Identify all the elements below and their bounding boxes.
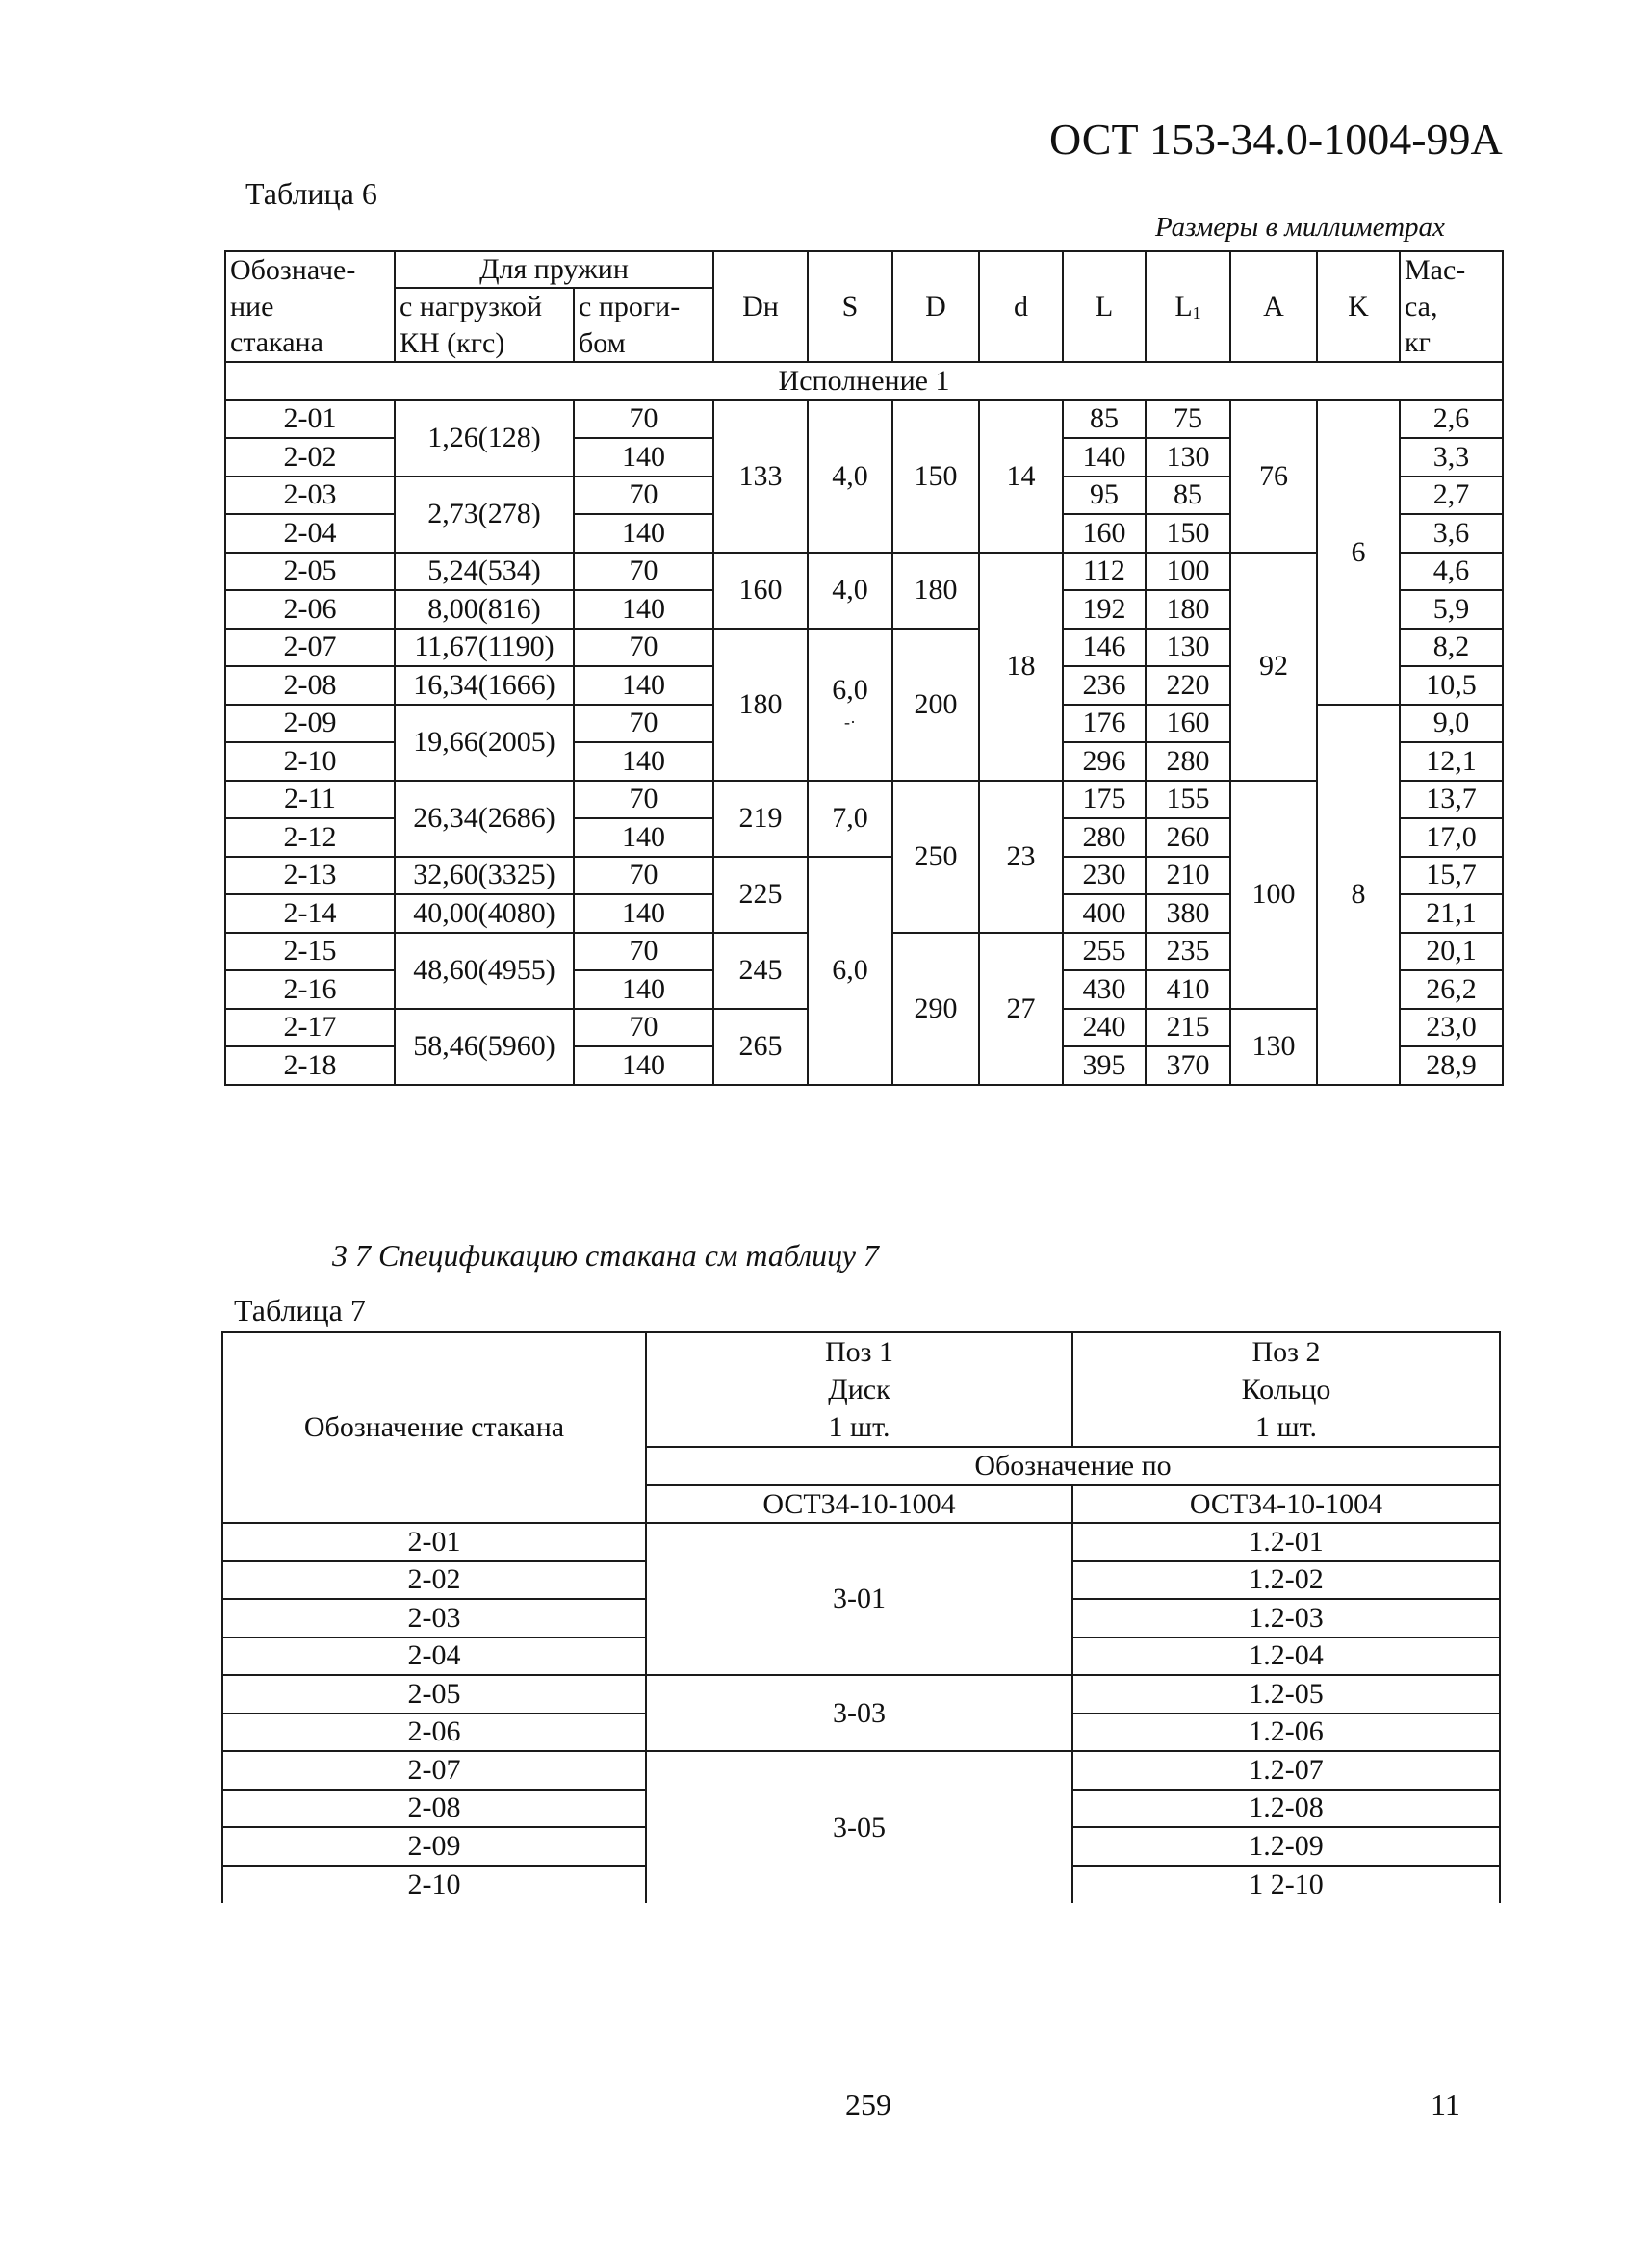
l-cell: 85 [1063, 400, 1146, 439]
designation-cell: 2-14 [225, 894, 395, 933]
table6-caption: Таблица 6 [245, 176, 377, 211]
designation-cell: 2-08 [222, 1790, 646, 1828]
ring-cell: 1.2-03 [1072, 1599, 1500, 1637]
load-cell: 5,24(534) [395, 553, 574, 591]
l-cell: 175 [1063, 781, 1146, 819]
load-cell: 19,66(2005) [395, 705, 574, 781]
load-cell: 48,60(4955) [395, 933, 574, 1009]
page-number: 259 [845, 2087, 891, 2122]
l-cell: 146 [1063, 629, 1146, 667]
deflection-cell: 70 [574, 781, 713, 819]
l-cell: 95 [1063, 477, 1146, 515]
dn-cell: 225 [713, 857, 808, 933]
designation-cell: 2-10 [225, 742, 395, 781]
document-code: ОСТ 153-34.0-1004-99А [1049, 115, 1503, 164]
ring-cell: 1 2-10 [1072, 1866, 1500, 1904]
d-inner-cell: 23 [979, 781, 1063, 933]
header-designation: Обозначе- ние стакана [225, 251, 395, 362]
header-standard-1: ОСТ34-10-1004 [646, 1485, 1072, 1523]
dn-cell: 245 [713, 933, 808, 1009]
mass-cell: 12,1 [1400, 742, 1503, 781]
designation-cell: 2-09 [225, 705, 395, 743]
load-cell: 16,34(1666) [395, 666, 574, 705]
deflection-cell: 140 [574, 970, 713, 1009]
deflection-cell: 70 [574, 629, 713, 667]
l1-cell: 220 [1146, 666, 1230, 705]
table-6 [224, 250, 1504, 1086]
load-cell: 1,26(128) [395, 400, 574, 477]
table-row [222, 1523, 1500, 1561]
header-deflection: с проги- бом [574, 288, 713, 362]
l-cell: 255 [1063, 933, 1146, 971]
l1-cell: 235 [1146, 933, 1230, 971]
header-pos1: Поз 1 Диск 1 шт. [646, 1332, 1072, 1447]
designation-cell: 2-15 [225, 933, 395, 971]
load-cell: 40,00(4080) [395, 894, 574, 933]
d-inner-cell: 18 [979, 553, 1063, 781]
header-d-outer: D [892, 251, 979, 362]
header-standard-2: ОСТ34-10-1004 [1072, 1485, 1500, 1523]
disk-cell: 3-03 [646, 1675, 1072, 1751]
l1-cell: 210 [1146, 857, 1230, 895]
disk-cell: 3-05 [646, 1751, 1072, 1903]
dn-cell: 160 [713, 553, 808, 629]
header-mass: Мас- са, кг [1400, 251, 1503, 362]
designation-cell: 2-12 [225, 818, 395, 857]
table-7 [221, 1331, 1501, 1903]
deflection-cell: 140 [574, 514, 713, 553]
designation-cell: 2-03 [225, 477, 395, 515]
ring-cell: 1.2-07 [1072, 1751, 1500, 1790]
s-cell: 6,0 -· [808, 629, 892, 781]
ring-cell: 1.2-05 [1072, 1675, 1500, 1714]
designation-cell: 2-03 [222, 1599, 646, 1637]
mass-cell: 3,6 [1400, 514, 1503, 553]
l1-cell: 380 [1146, 894, 1230, 933]
section-title: Исполнение 1 [225, 362, 1503, 400]
sheet-number: 11 [1431, 2087, 1460, 2122]
l1-cell: 180 [1146, 590, 1230, 629]
l-cell: 296 [1063, 742, 1146, 781]
l1-cell: 150 [1146, 514, 1230, 553]
l-cell: 160 [1063, 514, 1146, 553]
a-cell: 130 [1230, 1009, 1317, 1085]
table-row [225, 400, 1503, 439]
designation-cell: 2-06 [222, 1714, 646, 1752]
dn-cell: 265 [713, 1009, 808, 1085]
d-outer-cell: 200 [892, 629, 979, 781]
k-cell: 8 [1317, 705, 1400, 1085]
header-a: A [1230, 251, 1317, 362]
ring-cell: 1.2-02 [1072, 1561, 1500, 1600]
l1-cell: 370 [1146, 1046, 1230, 1085]
designation-cell: 2-01 [222, 1523, 646, 1561]
designation-cell: 2-10 [222, 1866, 646, 1904]
l-cell: 395 [1063, 1046, 1146, 1085]
l-cell: 176 [1063, 705, 1146, 743]
mass-cell: 20,1 [1400, 933, 1503, 971]
header-k: K [1317, 251, 1400, 362]
deflection-cell: 70 [574, 705, 713, 743]
d-outer-cell: 290 [892, 933, 979, 1085]
deflection-cell: 140 [574, 590, 713, 629]
designation-cell: 2-06 [225, 590, 395, 629]
mass-cell: 2,7 [1400, 477, 1503, 515]
deflection-cell: 70 [574, 553, 713, 591]
l-cell: 112 [1063, 553, 1146, 591]
designation-cell: 2-13 [225, 857, 395, 895]
l1-cell: 130 [1146, 438, 1230, 477]
a-cell: 92 [1230, 553, 1317, 781]
header-for-springs: Для пружин [395, 251, 713, 288]
units-note: Размеры в миллиметрах [1155, 212, 1445, 243]
deflection-cell: 70 [574, 400, 713, 439]
l1-cell: 100 [1146, 553, 1230, 591]
designation-cell: 2-02 [225, 438, 395, 477]
mass-cell: 2,6 [1400, 400, 1503, 439]
mass-cell: 9,0 [1400, 705, 1503, 743]
deflection-cell: 140 [574, 1046, 713, 1085]
s-cell: 4,0 [808, 400, 892, 553]
header-s: S [808, 251, 892, 362]
l1-cell: 280 [1146, 742, 1230, 781]
k-cell: 6 [1317, 400, 1400, 705]
header-load: с нагрузкой КН (кгс) [395, 288, 574, 362]
mass-cell: 17,0 [1400, 818, 1503, 857]
table-row [222, 1675, 1500, 1714]
dn-cell: 180 [713, 629, 808, 781]
ring-cell: 1.2-01 [1072, 1523, 1500, 1561]
ring-cell: 1.2-04 [1072, 1637, 1500, 1676]
deflection-cell: 140 [574, 894, 713, 933]
l-cell: 280 [1063, 818, 1146, 857]
d-outer-cell: 250 [892, 781, 979, 933]
load-cell: 58,46(5960) [395, 1009, 574, 1085]
header-pos2: Поз 2 Кольцо 1 шт. [1072, 1332, 1500, 1447]
mass-cell: 4,6 [1400, 553, 1503, 591]
load-cell: 2,73(278) [395, 477, 574, 553]
deflection-cell: 140 [574, 666, 713, 705]
s-cell: 6,0 [808, 857, 892, 1085]
l1-cell: 410 [1146, 970, 1230, 1009]
header-designation-by: Обозначение по [646, 1447, 1500, 1485]
designation-cell: 2-09 [222, 1827, 646, 1866]
header-row [225, 251, 1503, 288]
table7-caption: Таблица 7 [234, 1293, 366, 1327]
header-l1: $L_1$ [1146, 251, 1230, 362]
a-cell: 76 [1230, 400, 1317, 553]
mass-cell: 8,2 [1400, 629, 1503, 667]
l1-cell: 260 [1146, 818, 1230, 857]
deflection-cell: 140 [574, 818, 713, 857]
deflection-cell: 140 [574, 742, 713, 781]
d-outer-cell: 180 [892, 553, 979, 629]
load-cell: 11,67(1190) [395, 629, 574, 667]
l-cell: 236 [1063, 666, 1146, 705]
a-cell: 100 [1230, 781, 1317, 1009]
ring-cell: 1.2-09 [1072, 1827, 1500, 1866]
designation-cell: 2-04 [222, 1637, 646, 1676]
designation-cell: 2-05 [225, 553, 395, 591]
l1-cell: 215 [1146, 1009, 1230, 1047]
designation-cell: 2-07 [222, 1751, 646, 1790]
designation-cell: 2-07 [225, 629, 395, 667]
header-designation: Обозначение стакана [222, 1332, 646, 1523]
l1-cell: 75 [1146, 400, 1230, 439]
mass-cell: 3,3 [1400, 438, 1503, 477]
section-row [225, 362, 1503, 400]
l-cell: 192 [1063, 590, 1146, 629]
deflection-cell: 140 [574, 438, 713, 477]
load-cell: 26,34(2686) [395, 781, 574, 857]
dn-cell: 133 [713, 400, 808, 553]
mass-cell: 15,7 [1400, 857, 1503, 895]
mass-cell: 28,9 [1400, 1046, 1503, 1085]
d-inner-cell: 27 [979, 933, 1063, 1085]
designation-cell: 2-08 [225, 666, 395, 705]
mass-cell: 26,2 [1400, 970, 1503, 1009]
s-cell: 4,0 [808, 553, 892, 629]
designation-cell: 2-04 [225, 514, 395, 553]
table-row [225, 553, 1503, 591]
designation-cell: 2-02 [222, 1561, 646, 1600]
table-row [225, 781, 1503, 819]
l1-cell: 155 [1146, 781, 1230, 819]
d-inner-cell: 14 [979, 400, 1063, 553]
l-cell: 140 [1063, 438, 1146, 477]
s-cell: 7,0 [808, 781, 892, 857]
table-row [222, 1751, 1500, 1790]
deflection-cell: 70 [574, 933, 713, 971]
header-dn: Dн [713, 251, 808, 362]
l1-cell: 130 [1146, 629, 1230, 667]
deflection-cell: 70 [574, 857, 713, 895]
deflection-cell: 70 [574, 477, 713, 515]
deflection-cell: 70 [574, 1009, 713, 1047]
specification-paragraph: 3 7 Спецификацию стакана см таблицу 7 [332, 1238, 879, 1273]
d-outer-cell: 150 [892, 400, 979, 553]
disk-cell: 3-01 [646, 1523, 1072, 1675]
ring-cell: 1.2-08 [1072, 1790, 1500, 1828]
load-cell: 32,60(3325) [395, 857, 574, 895]
designation-cell: 2-01 [225, 400, 395, 439]
l-cell: 430 [1063, 970, 1146, 1009]
designation-cell: 2-18 [225, 1046, 395, 1085]
designation-cell: 2-11 [225, 781, 395, 819]
dn-cell: 219 [713, 781, 808, 857]
load-cell: 8,00(816) [395, 590, 574, 629]
mass-cell: 23,0 [1400, 1009, 1503, 1047]
l-cell: 400 [1063, 894, 1146, 933]
mass-cell: 5,9 [1400, 590, 1503, 629]
designation-cell: 2-16 [225, 970, 395, 1009]
l1-cell: 160 [1146, 705, 1230, 743]
header-row [222, 1332, 1500, 1447]
mass-cell: 13,7 [1400, 781, 1503, 819]
header-l: L [1063, 251, 1146, 362]
mass-cell: 10,5 [1400, 666, 1503, 705]
l-cell: 240 [1063, 1009, 1146, 1047]
l-cell: 230 [1063, 857, 1146, 895]
l1-cell: 85 [1146, 477, 1230, 515]
ring-cell: 1.2-06 [1072, 1714, 1500, 1752]
designation-cell: 2-05 [222, 1675, 646, 1714]
header-d-inner: d [979, 251, 1063, 362]
designation-cell: 2-17 [225, 1009, 395, 1047]
mass-cell: 21,1 [1400, 894, 1503, 933]
